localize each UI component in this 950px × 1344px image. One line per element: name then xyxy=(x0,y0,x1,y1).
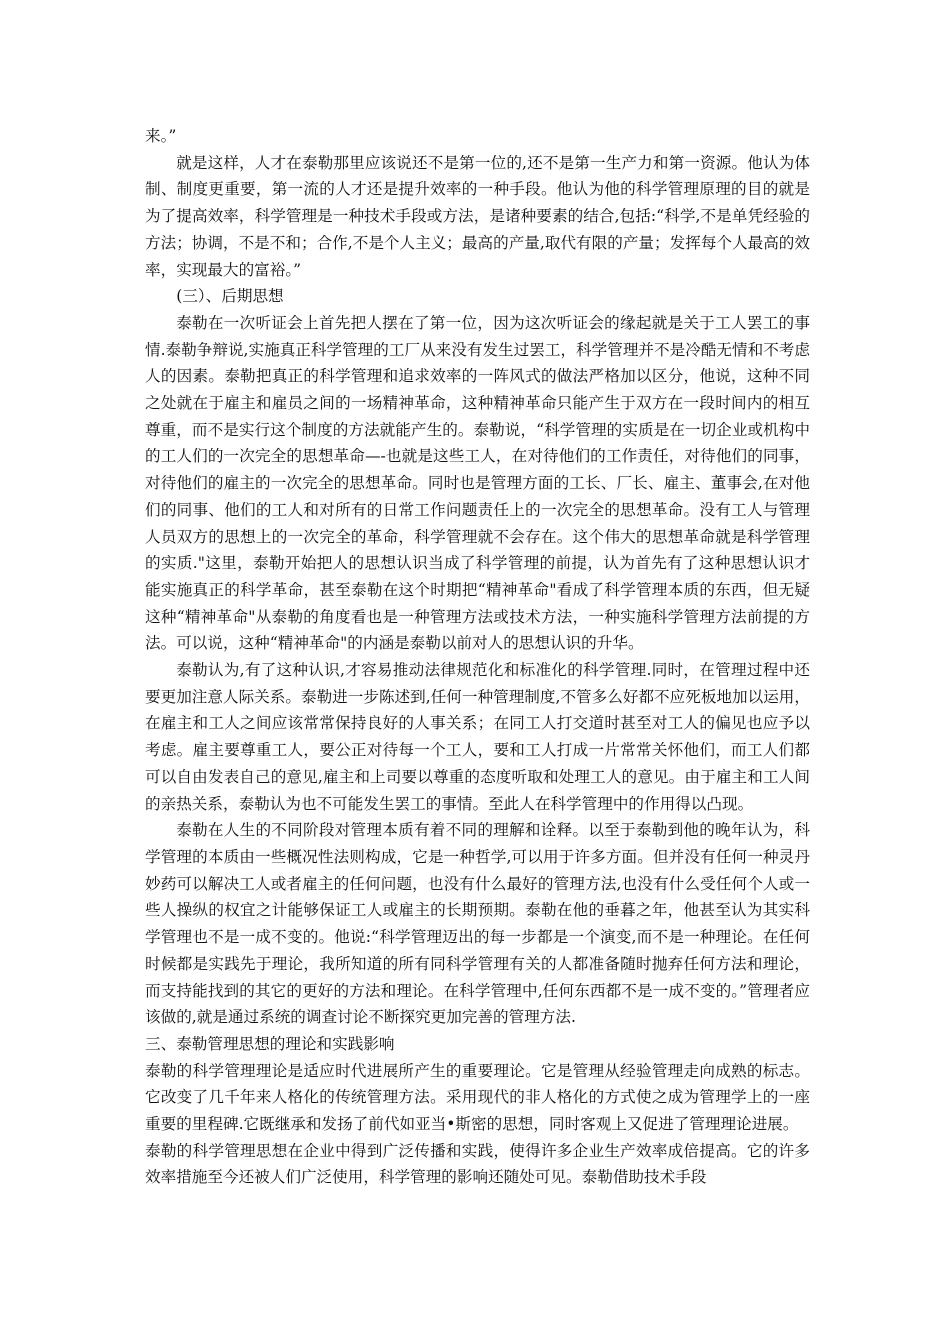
paragraph-late-years: 泰勒在人生的不同阶段对管理本质有着不同的理解和诠释。以至于泰勒到他的晚年认为，科学管理的本质由一些概况性法则构成，它是一种哲学,可以用于许多方面。但并没有任何一种灵丹妙药可以解决工人或者雇主的任何问题，也没有什么最好的管理方法,也没有什么受任何个人或一些人操纵的权宜之计能够保证工人或雇主的长期预期。泰勒在他的垂暮之年，他甚至认为其实科学管理也不是一成不变的。他说:“科学管理迈出的每一步都是一个演变,而不是一种理论。在任何时候都是实践先于理论，我所知道的所有同科学管理有关的人都准备随时抛弃任何方法和理论，而支持能找到的其它的更好的方法和理论。在科学管理中,任何东西都不是一成不变的。”管理者应该做的,就是通过系统的调查讨论不断探究更加完善的管理方法. xyxy=(145,821,810,1027)
paragraph-human-relations: 泰勒认为,有了这种认识,才容易推动法律规范化和标准化的科学管理.同时，在管理过程中还要更加注意人际关系。泰勒进一步陈述到,任何一种管理制度,不管多么好都不应死板地加以运用，在雇主和工人之间应该常常保持良好的人事关系；在同工人打交道时甚至对工人的偏见也应予以考虑。雇主要尊重工人，要公正对待每一个工人，要和工人打成一片常常关怀他们，而工人们都可以自由发表自己的意见,雇主和上司要以尊重的态度听取和处理工人的意见。由于雇主和工人间的亲热关系，泰勒认为也不可能发生罢工的事情。至此人在科学管理中的作用得以凸现。 xyxy=(145,661,810,813)
document-body xyxy=(145,123,810,1191)
paragraph-mental-revolution: 泰勒在一次听证会上首先把人摆在了第一位，因为这次听证会的缘起就是关于工人罢工的事情.泰勒争辩说,实施真正科学管理的工厂从来没有发生过罢工，科学管理并不是冷酷无情和不考虑人的因素。泰勒把真正的科学管理和追求效率的一阵风式的做法严格加以区分，他说，这种不同之处就在于雇主和雇员之间的一场精神革命，这种精神革命只能产生于双方在一段时间内的相互尊重，而不是实行这个制度的方法就能产生的。泰勒说，“科学管理的实质是在一切企业或机构中的工人们的一次完全的思想革命—-也就是这些工人，在对待他们的工作责任，对待他们的同事，对待他们的雇主的一次完全的思想革命。同时也是管理方面的工长、厂长、雇主、董事会,在对他们的同事、他们的工人和对所有的日常工作问题责任上的一次完全的思想革命。没有工人与管理人员双方的思想上的一次完全的革命，科学管理就不会存在。这个伟大的思想革命就是科学管理的实质."这里，泰勒开始把人的思想认识当成了科学管理的前提，认为首先有了这种思想认识才能实施真正的科学革命，甚至泰勒在这个时期把“精神革命"看成了科学管理本质的东西，但无疑这种“精神革命"从泰勒的角度看也是一种管理方法或技术方法，一种实施科学管理方法前提的方法。可以说，这种“精神革命"的内涵是泰勒以前对人的思想认识的升华。 xyxy=(145,313,810,653)
paragraph-practice-impact: 泰勒的科学管理思想在企业中得到广泛传播和实践，使得许多企业生产效率成倍提高。它的许多效率措施至今还被人们广泛使用，科学管理的影响还随处可见。泰勒借助技术手段 xyxy=(145,1141,810,1187)
subheading-late-thought: (三）、后期思想 xyxy=(176,287,284,306)
paragraph-theory-significance: 泰勒的科学管理理论是适应时代进展所产生的重要理论。它是管理从经验管理走向成熟的标志。它改变了几千年来人格化的传统管理方法。采用现代的非人格化的方式使之成为管理学上的一座重要的里程碑.它既继承和发扬了前代如亚当•斯密的思想，同时客观上又促进了管理理论进展。 xyxy=(145,1061,810,1134)
paragraph-continuation: 来。” xyxy=(145,127,177,145)
section-heading-influence: 三、泰勒管理思想的理论和实践影响 xyxy=(145,1034,395,1053)
paragraph-talent-view: 就是这样，人才在泰勒那里应该说还不是第一位的,还不是第一生产力和第一资源。他认为体制、制度更重要，第一流的人才还是提升效率的一种手段。他认为他的科学管理原理的目的就是为了提高效率，科学管理是一种技术手段或方法，是诸种要素的结合,包括:“科学,不是单凭经验的方法；协调，不是不和；合作,不是个人主义；最高的产量,取代有限的产量；发挥每个人最高的效率，实现最大的富裕。” xyxy=(145,153,810,279)
